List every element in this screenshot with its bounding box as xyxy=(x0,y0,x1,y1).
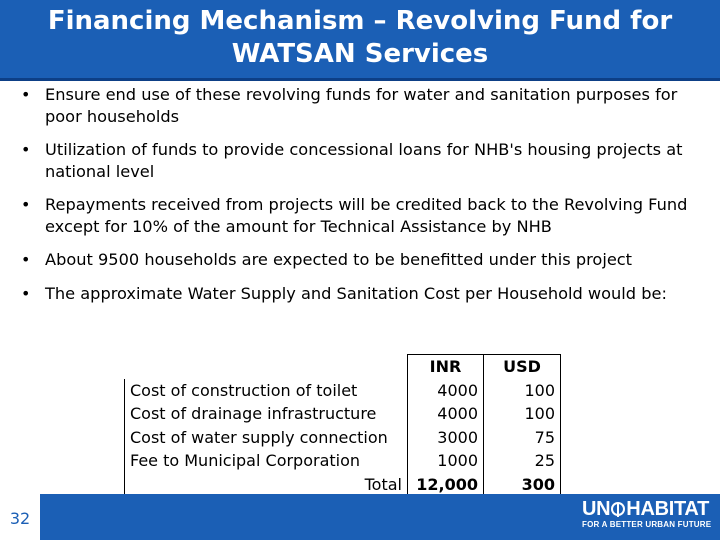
slide-title xyxy=(0,0,720,71)
bullet-item xyxy=(18,283,708,305)
bullet-text: The approximate Water Supply and Sanitation Cost per Household would be: xyxy=(45,283,667,303)
bullet-text: Ensure end use of these revolving funds for water and sanitation purposes for poor households xyxy=(45,85,678,126)
table-cell-inr: 1000 xyxy=(408,449,484,473)
bullet-item xyxy=(18,84,708,127)
logo-text-habitat: HABITAT xyxy=(626,498,709,520)
table-total-row xyxy=(125,473,561,497)
cost-table xyxy=(124,354,561,497)
table-cell-usd: 75 xyxy=(484,426,561,450)
bullet-icon: • xyxy=(21,283,31,303)
table-cell-inr: 4000 xyxy=(408,402,484,426)
table-cell-item: Fee to Municipal Corporation xyxy=(125,449,408,473)
bullet-list xyxy=(18,84,708,316)
table-row xyxy=(125,426,561,450)
footer-bar xyxy=(0,494,720,540)
bullet-icon: • xyxy=(21,195,31,214)
page-number: 32 xyxy=(9,509,31,528)
table-total-label: Total xyxy=(125,473,408,497)
table-header-row xyxy=(125,355,561,379)
table-total-inr: 12,000 xyxy=(408,473,484,497)
logo-text-un: UN xyxy=(582,498,611,520)
logo-wordmark xyxy=(582,498,714,520)
table-header-usd: USD xyxy=(484,355,561,379)
table-header-cell xyxy=(125,355,408,379)
bullet-text: Repayments received from projects will be credited back to the Revolving Fund except for 10% of the amount for Technical Assistance by NHB xyxy=(45,195,688,236)
bullet-icon: • xyxy=(21,140,31,159)
slide-title-line-2: WATSAN Services xyxy=(231,39,489,69)
logo-tagline: FOR A BETTER URBAN FUTURE xyxy=(582,520,712,529)
bullet-text: Utilization of funds to provide concessional loans for NHB's housing projects at national level xyxy=(45,140,683,181)
bullet-item xyxy=(18,194,708,237)
table-row xyxy=(125,402,561,426)
bullet-item xyxy=(18,249,708,271)
bullet-item xyxy=(18,139,708,182)
table-cell-inr: 3000 xyxy=(408,426,484,450)
bullet-icon: • xyxy=(21,250,31,269)
slide-title-line-1: Financing Mechanism – Revolving Fund for xyxy=(47,6,673,36)
table-row xyxy=(125,449,561,473)
table-row xyxy=(125,379,561,403)
table-cell-item: Cost of drainage infrastructure xyxy=(125,402,408,426)
table-cell-item: Cost of construction of toilet xyxy=(125,379,408,403)
table-cell-usd: 100 xyxy=(484,379,561,403)
bullet-text: About 9500 households are expected to be benefitted under this project xyxy=(45,250,633,269)
table-cell-item: Cost of water supply connection xyxy=(125,426,408,450)
bullet-icon: • xyxy=(21,85,31,104)
table-total-usd: 300 xyxy=(484,473,561,497)
table-cell-usd: 25 xyxy=(484,449,561,473)
title-divider xyxy=(0,78,720,81)
slide-title-bar xyxy=(0,0,720,78)
table-cell-inr: 4000 xyxy=(408,379,484,403)
globe-icon xyxy=(611,502,625,516)
table-header-inr: INR xyxy=(408,355,484,379)
table-cell-usd: 100 xyxy=(484,402,561,426)
un-habitat-logo xyxy=(582,498,714,530)
